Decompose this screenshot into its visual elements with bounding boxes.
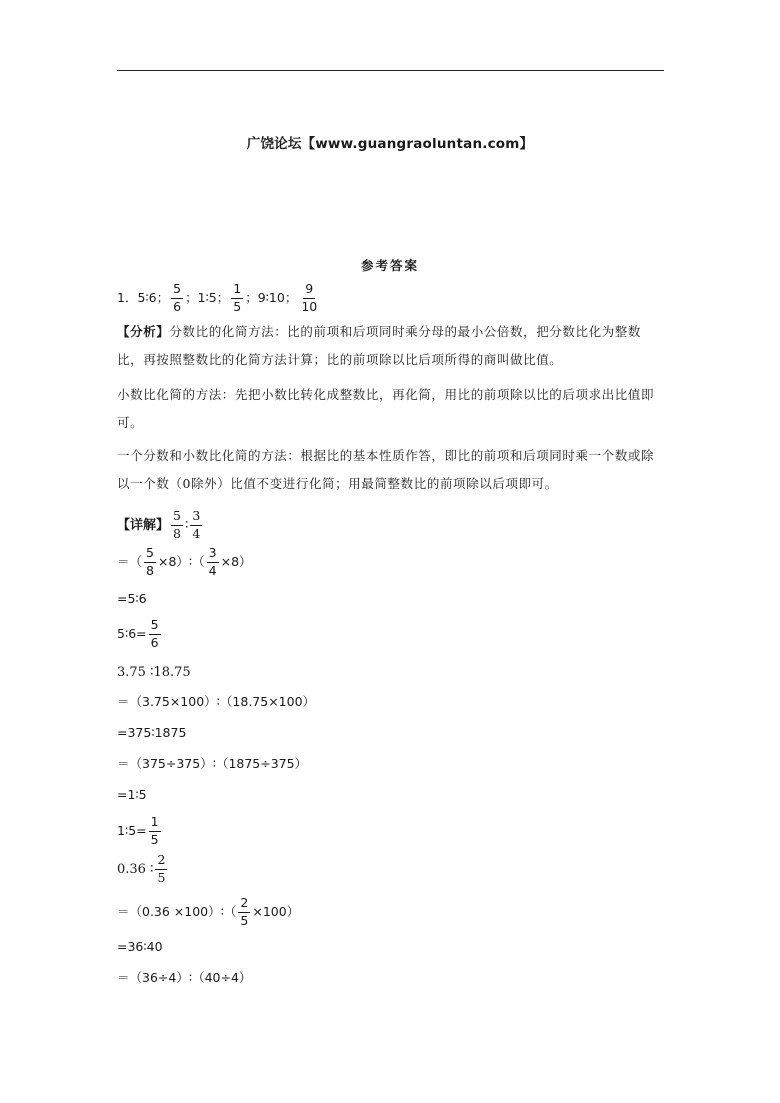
fraction: $\frac{3}{4}$ [208, 545, 217, 578]
fraction: $\frac{2}{5}$ [240, 895, 249, 928]
fraction: $\frac{1}{5}$ [233, 281, 242, 314]
detail-line-5: 3.75 ∶18.75 [117, 665, 191, 680]
analysis-paragraph-1: 【分析】分数比的化简方法：比的前项和后项同时乘分母的最小公倍数，把分数比化为整数比，再按照整数比的化简方法计算；比的前项除以比后项所得的商叫做比值。 [117, 324, 642, 367]
answer-1-mid: ；9∶10； [245, 289, 298, 305]
detail-line-13: =36∶40 [117, 939, 163, 954]
fraction: $\frac{2}{5}$ [157, 852, 166, 885]
detail-line-3: =5∶6 [117, 591, 147, 606]
analysis-paragraph-3: 一个分数和小数比化简的方法：根据比的基本性质作答，即比的前项和后项同时乘一个数或除以一个数（0除外）比值不变进行化简；用最简整数比的前项除以后项即可。 [117, 448, 655, 491]
detail-line-14: ＝（36÷4）∶（40÷4） [117, 970, 252, 985]
answer-1 [117, 283, 321, 313]
fraction: $\frac{5}{8}$ [146, 545, 154, 578]
fraction: $\frac{9}{10}$ [301, 281, 318, 314]
detail-line-6: ＝（3.75×100）∶（18.75×100） [117, 694, 316, 709]
section-title: 参考答案 [360, 258, 419, 273]
fraction: $\frac{3}{4}$ [192, 508, 201, 541]
header-rule [117, 70, 664, 71]
detail-line-10: 1∶5= $\frac{1}{5}$ [117, 814, 159, 847]
detail-line-8: ＝（375÷375）∶（1875÷375） [117, 756, 308, 771]
detail-line-12: ＝（0.36 ×100）∶（ $\frac{2}{5}$ ×100） [117, 895, 300, 928]
fraction: $\frac{5}{6}$ [173, 281, 182, 314]
detail-line-9: =1∶5 [117, 787, 147, 802]
answer-1-mid: ；1∶5； [185, 289, 230, 305]
fraction: $\frac{5}{8}$ [173, 508, 181, 541]
detail-line-4: 5∶6= $\frac{5}{6}$ [117, 617, 159, 650]
site-header: 广饶论坛【www.guangraoluntan.com】 [246, 136, 534, 152]
fraction: $\frac{5}{6}$ [150, 617, 159, 650]
analysis-paragraph-2: 小数比化简的方法：先把小数比转化成整数比，再化简，用比的前项除以比的后项求出比值即可。 [117, 387, 655, 430]
answer-1-prefix: 1．5∶6； [117, 289, 170, 305]
detail-tag: 【详解】 [117, 517, 170, 533]
detail-line-2: ＝（ $\frac{5}{8}$ ×8）∶（ $\frac{3}{4}$ ×8） [117, 545, 252, 578]
analysis-tag: 【分析】 [117, 324, 170, 339]
fraction: $\frac{1}{5}$ [150, 814, 159, 847]
detail-line-1: 【详解】 $\frac{5}{8}$ ∶ $\frac{3}{4}$ [117, 508, 201, 541]
detail-line-7: =375∶1875 [117, 725, 187, 740]
detail-line-11: 0.36 ∶ $\frac{2}{5}$ [117, 852, 166, 885]
